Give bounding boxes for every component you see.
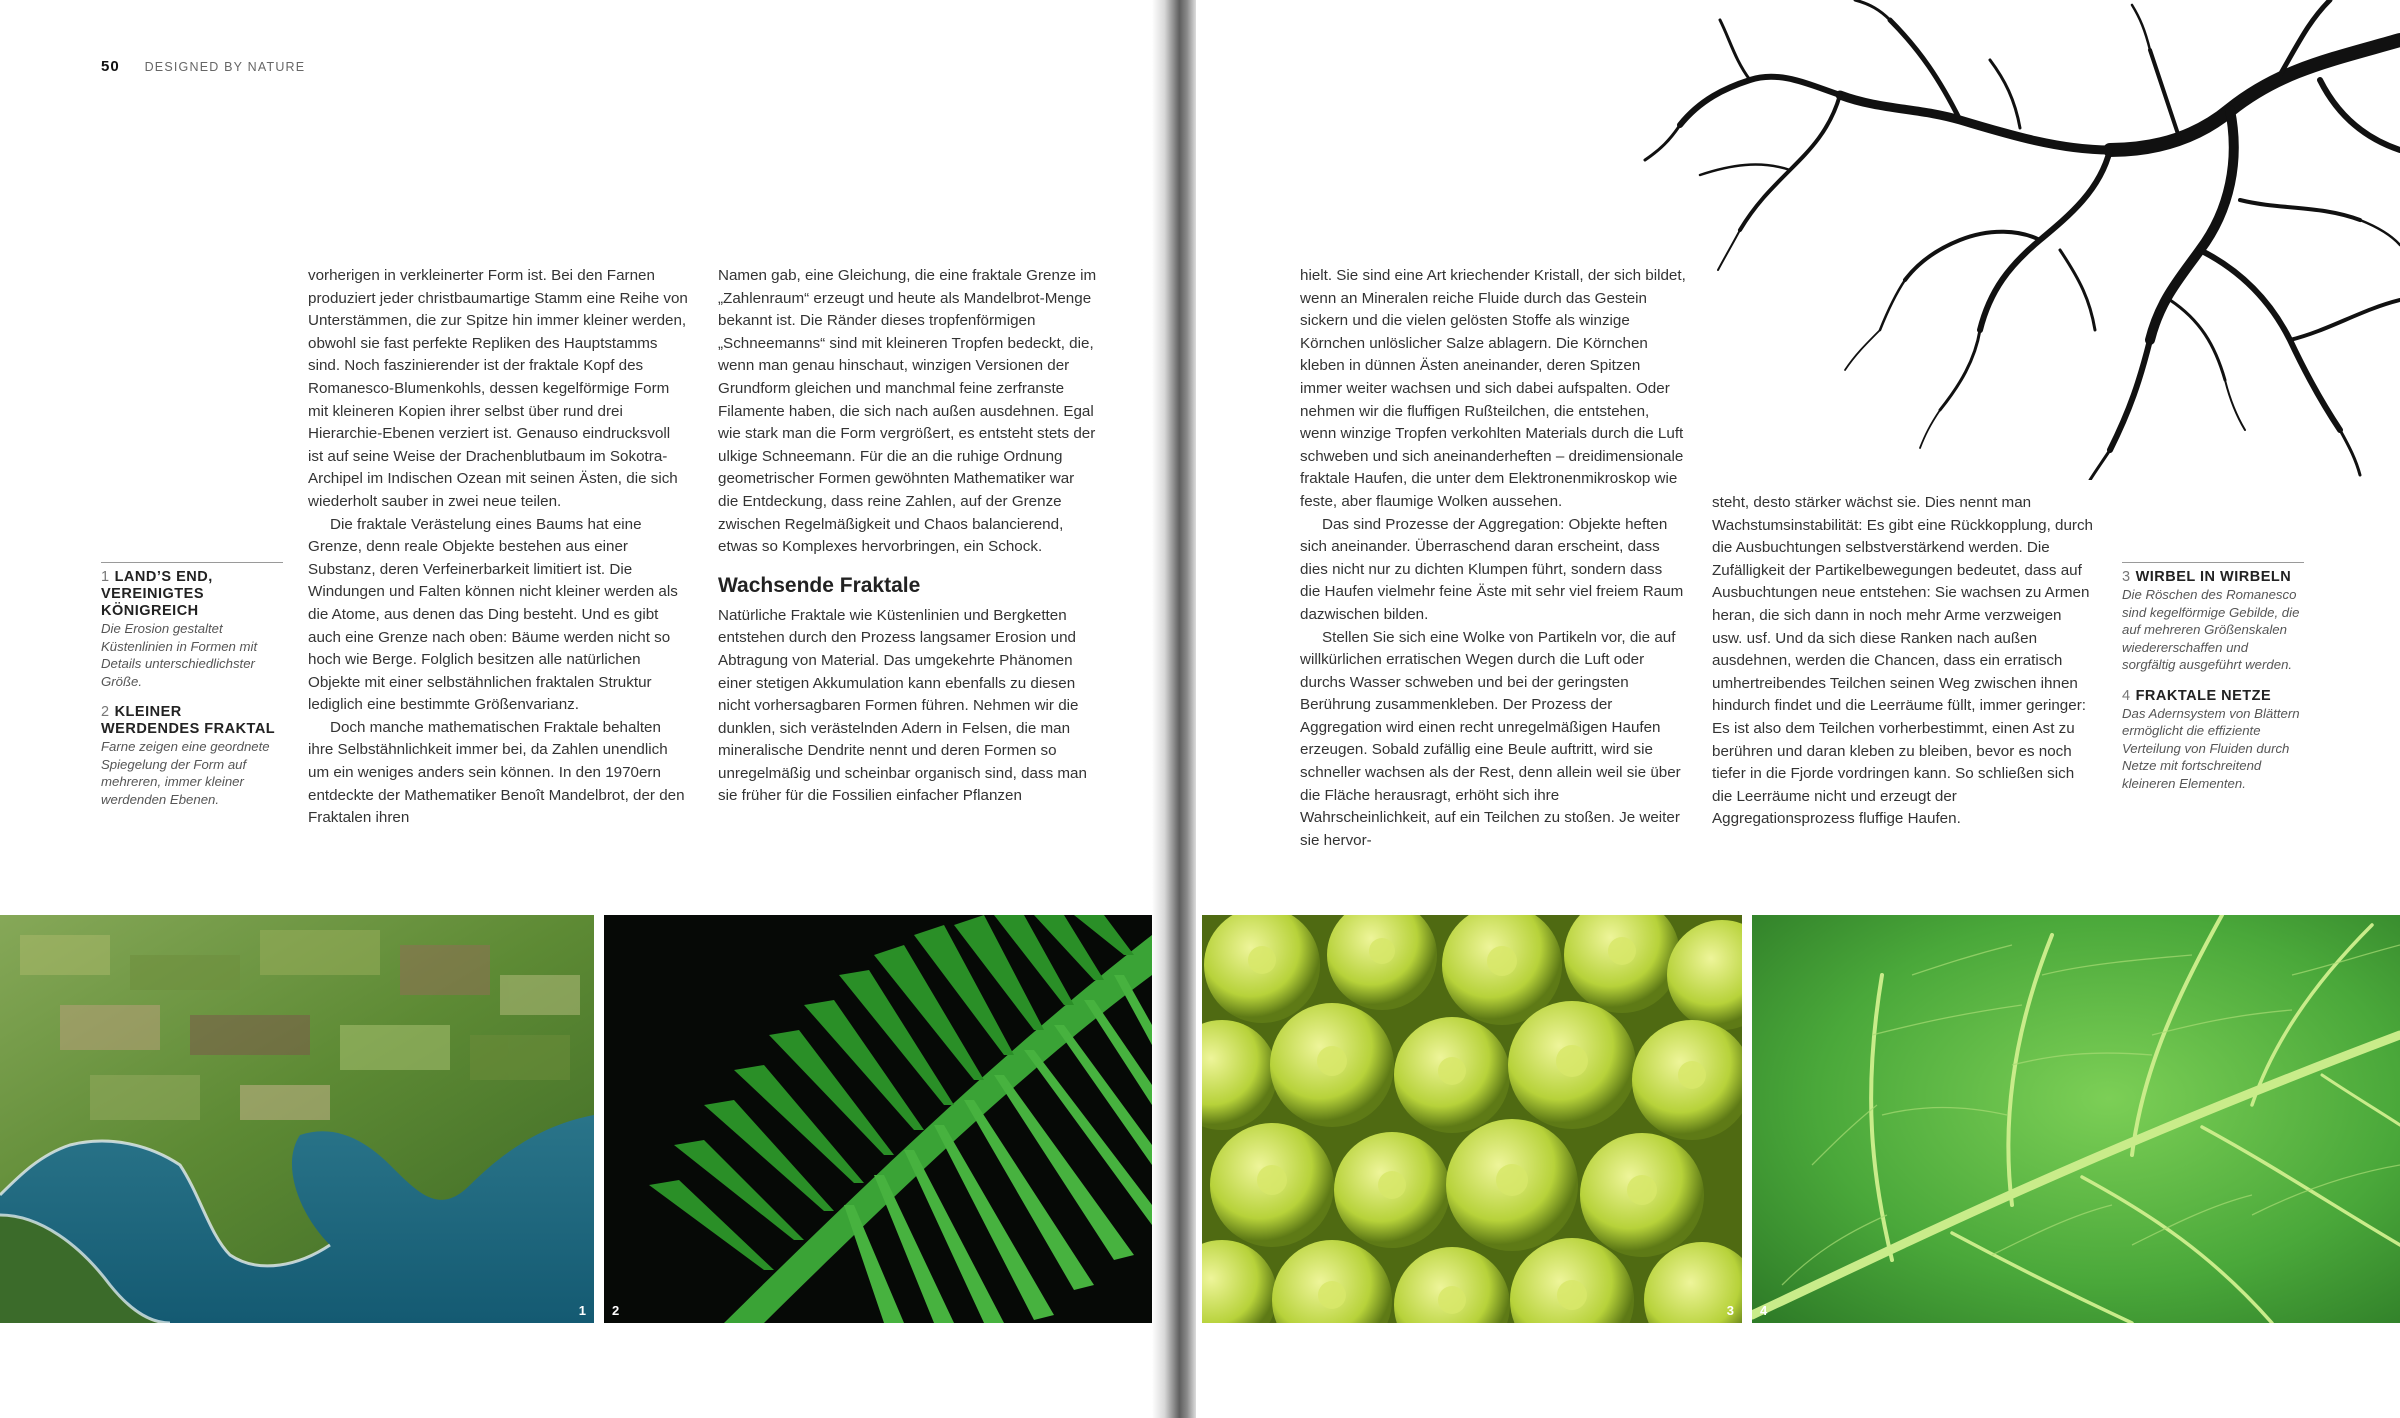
- photo-number: 4: [1760, 1303, 1768, 1318]
- caption-title-text: WIRBEL IN WIRBELN: [2135, 569, 2292, 585]
- caption-text: Die Erosion gestaltet Küstenlinien in Formen mit Details unterschiedlichster Größe.: [101, 621, 258, 689]
- paragraph: vorherigen in verkleinerter Form ist. Bei den Farnen produziert jeder christbaumartige Stamm eine Reihe von Unterstämmen, die zur Spitze hin immer kleiner werden, obwohl sie fast perfekte Repliken des Hauptstamms sind. Noch faszinierender ist der fraktale Kopf des Romanesco-Blumenkohls, dessen kegelförmige Form mit kleineren Kopien ihrer selbst über rund drei Hierarchie-Ebenen verziert ist. Genauso eindrucksvoll ist auf seine Weise der Drachenblutbaum im Sokotra-Archipel im Indischen Ozean mit seinen Ästen, die sich wiederholt sauber in zwei neue teilen.: [308, 267, 688, 510]
- page-number: 50: [101, 58, 120, 75]
- book-gutter: [1152, 0, 1202, 1418]
- captions-right: [2122, 562, 2304, 806]
- caption-number: 1: [101, 569, 110, 585]
- paragraph: Das sind Prozesse der Aggregation: Objekte heften sich aneinander. Überraschend daran erscheint, dass dies nicht nur zu dichten Klumpen führt, sondern dass die Haufen vielmehr feine Äste mit sehr viel freiem Raum dazwischen bilden.: [1300, 515, 1684, 623]
- photo-number: 1: [578, 1303, 586, 1318]
- caption-text: Das Adernsystem von Blättern ermöglicht die effiziente Verteilung von Fluiden durch Netze mit fortschreitend kleineren Elementen.: [2122, 705, 2300, 791]
- paragraph: Namen gab, eine Gleichung, die eine fraktale Grenze im „Zahlenraum“ erzeugt und heute als Mandelbrot-Menge bekannt ist. Die Ränder dieses tropfenförmigen „Schneemanns“ sind mit kleineren Tropfen bedeckt, die, wenn man genau hinschaut, winzigen Versionen der Grundform gleichen und manchmal feine zerfranste Filamente haben, die sich nach außen ausdehnen. Egal wie stark man die Form vergrößert, es entsteht stets der ulkige Schneemann. Für die an die ruhige Ordnung geometrischer Formen gewöhnten Mathematiker war die Entdeckung, dass reine Zahlen, auf der Grenze zwischen Regelmäßigkeit und Chaos balancierend, etwas so Komplexes hervorbringen, ein Schock.: [718, 267, 1097, 556]
- body-column-2: [718, 265, 1098, 808]
- tree-silhouette: [1640, 0, 2400, 480]
- caption-rule: [101, 562, 283, 563]
- body-column-3: [1300, 265, 1686, 852]
- caption-title: [2122, 569, 2304, 586]
- leaf-image: [1752, 915, 2400, 1323]
- caption-number: 3: [2122, 569, 2131, 585]
- body-column-1: [308, 265, 688, 830]
- photo-number: 3: [1726, 1303, 1734, 1318]
- caption-number: 4: [2122, 687, 2131, 704]
- paragraph: Die fraktale Verästelung eines Baums hat eine Grenze, denn reale Objekte bestehen aus einer Substanz, deren Verfeinerbarkeit limitiert ist. Die Windungen und Falten können nicht kleiner werden als die Atome, aus denen das Ding besteht. Und es gibt auch eine Grenze nach oben: Bäume werden nicht so hoch wie Berge. Folglich besitzen alle natürlichen Objekte mit einer selbstähnlichen fraktalen Struktur lediglich eine bestimmte Größenvarianz.: [308, 515, 678, 714]
- paragraph: Doch manche mathematischen Fraktale behalten ihre Selbstähnlichkeit immer bei, da Zahlen unendlich um ein weniges anders sein können. In den 1970ern entdeckte der Mathematiker Benoît Mandelbrot, der den Fraktalen ihren: [308, 718, 685, 827]
- caption-title-text: KLEINER WERDENDES FRAKTAL: [101, 704, 276, 737]
- caption-title: [2122, 688, 2304, 705]
- caption-title: [101, 704, 283, 738]
- running-header: [101, 58, 305, 75]
- caption-title-text: LAND’S END, VEREINIGTES KÖNIGREICH: [101, 569, 213, 619]
- section-title: DESIGNED BY NATURE: [144, 60, 306, 74]
- fern-image: [604, 915, 1152, 1323]
- paragraph: hielt. Sie sind eine Art kriechender Kristall, der sich bildet, wenn an Mineralen reiche Fluide durch das Gestein sickern und die vielen gelösten Stoffe als winzige Körnchen unlöslicher Salze ablagern. Die Körnchen kleben in dünnen Ästen aneinander, deren Spitzen immer weiter wachsen und sich dabei aufspalten. Oder nehmen wir die fluffigen Rußteilchen, die entstehen, wenn winzige Tropfen verkohlten Materials durch die Luft schweben und sich aneinanderheften – dreidimensionale fraktale Haufen, die unter dem Elektronenmikroskop wie feste, aber flaumige Wolken aussehen.: [1300, 267, 1686, 510]
- subheading: Wachsende Fraktale: [718, 573, 921, 597]
- caption-number: 2: [101, 704, 110, 720]
- romanesco-image: [1202, 915, 1742, 1323]
- photo-coastline: [0, 915, 594, 1323]
- photo-fern: [604, 915, 1152, 1323]
- caption-text: Farne zeigen eine geordnete Spiegelung der Form auf mehreren, immer kleiner werdenden Ebenen.: [101, 739, 270, 807]
- photo-number: 2: [612, 1303, 620, 1318]
- paragraph: Stellen Sie sich eine Wolke von Partikeln vor, die auf willkürlichen erratischen Wegen durch die Luft oder durchs Wasser schweben und bei der geringsten Berührung zusammenkleben. Der Prozess der Aggregation wird einen recht unregelmäßigen Haufen erzeugen. Sobald zufällig eine Beule auftritt, wird sie schneller wachsen als der Rest, denn allein weil sie über die Fläche herausragt, erhöht sich ihre Wahrscheinlichkeit, auf ein Teilchen zu stoßen. Je weiter sie hervor-: [1300, 628, 1681, 849]
- tree-branches-graphic: [1640, 0, 2400, 480]
- captions-left: [101, 562, 283, 822]
- caption-title: [101, 569, 283, 620]
- coastline-image: [0, 915, 594, 1323]
- body-column-4: [1712, 492, 2096, 831]
- paragraph: steht, desto stärker wächst sie. Dies nennt man Wachstumsinstabilität: Es gibt eine Rückkopplung, durch die Ausbuchtungen selbstverstärkend werden. Die Zufälligkeit der Partikelbewegungen bedeutet, dass auf Ausbuchtungen neue entstehen: Sie wachsen zu Armen heran, die sich dann in noch mehr Arme verzweigen usw. usf. Und da sich diese Ranken nach außen ausdehnen, werden die Chancen, dass ein erratisch umhertreibendes Teilchen seinen Weg zwischen ihnen hindurch findet und die Leerräume füllt, immer geringer: Es ist also dem Teilchen vorherbestimmt, einen Ast zu berühren und daran kleben zu bleiben, bevor es noch tiefer in die Fjorde vordringen kann. So schließen sich die Leerräume nicht und erzeugt der Aggregationsprozess fluffige Haufen.: [1712, 494, 2093, 828]
- caption-rule: [2122, 562, 2304, 563]
- paragraph: Natürliche Fraktale wie Küstenlinien und Bergketten entstehen durch den Prozess langsamer Erosion und Abtragung von Material. Das umgekehrte Phänomen einer stetigen Akkumulation kann ebenfalls zu diesen nicht vorhersagbaren Formen führen. Nehmen wir die dunklen, sich verästelnden Adern in Felsen, die man mineralische Dendrite nennt und deren Formen so unregelmäßig und scheinbar organisch sind, dass man sie früher für die Fossilien einfacher Pflanzen: [718, 606, 1087, 805]
- photo-romanesco: [1202, 915, 1742, 1323]
- caption-text: Die Röschen des Romanesco sind kegelförmige Gebilde, die auf mehreren Größenskalen wiedererschaffen und sorgfältig ausgeführt werden.: [2122, 587, 2300, 672]
- photo-leaf: [1752, 915, 2400, 1323]
- caption-title-text: FRAKTALE NETZE: [2135, 687, 2272, 704]
